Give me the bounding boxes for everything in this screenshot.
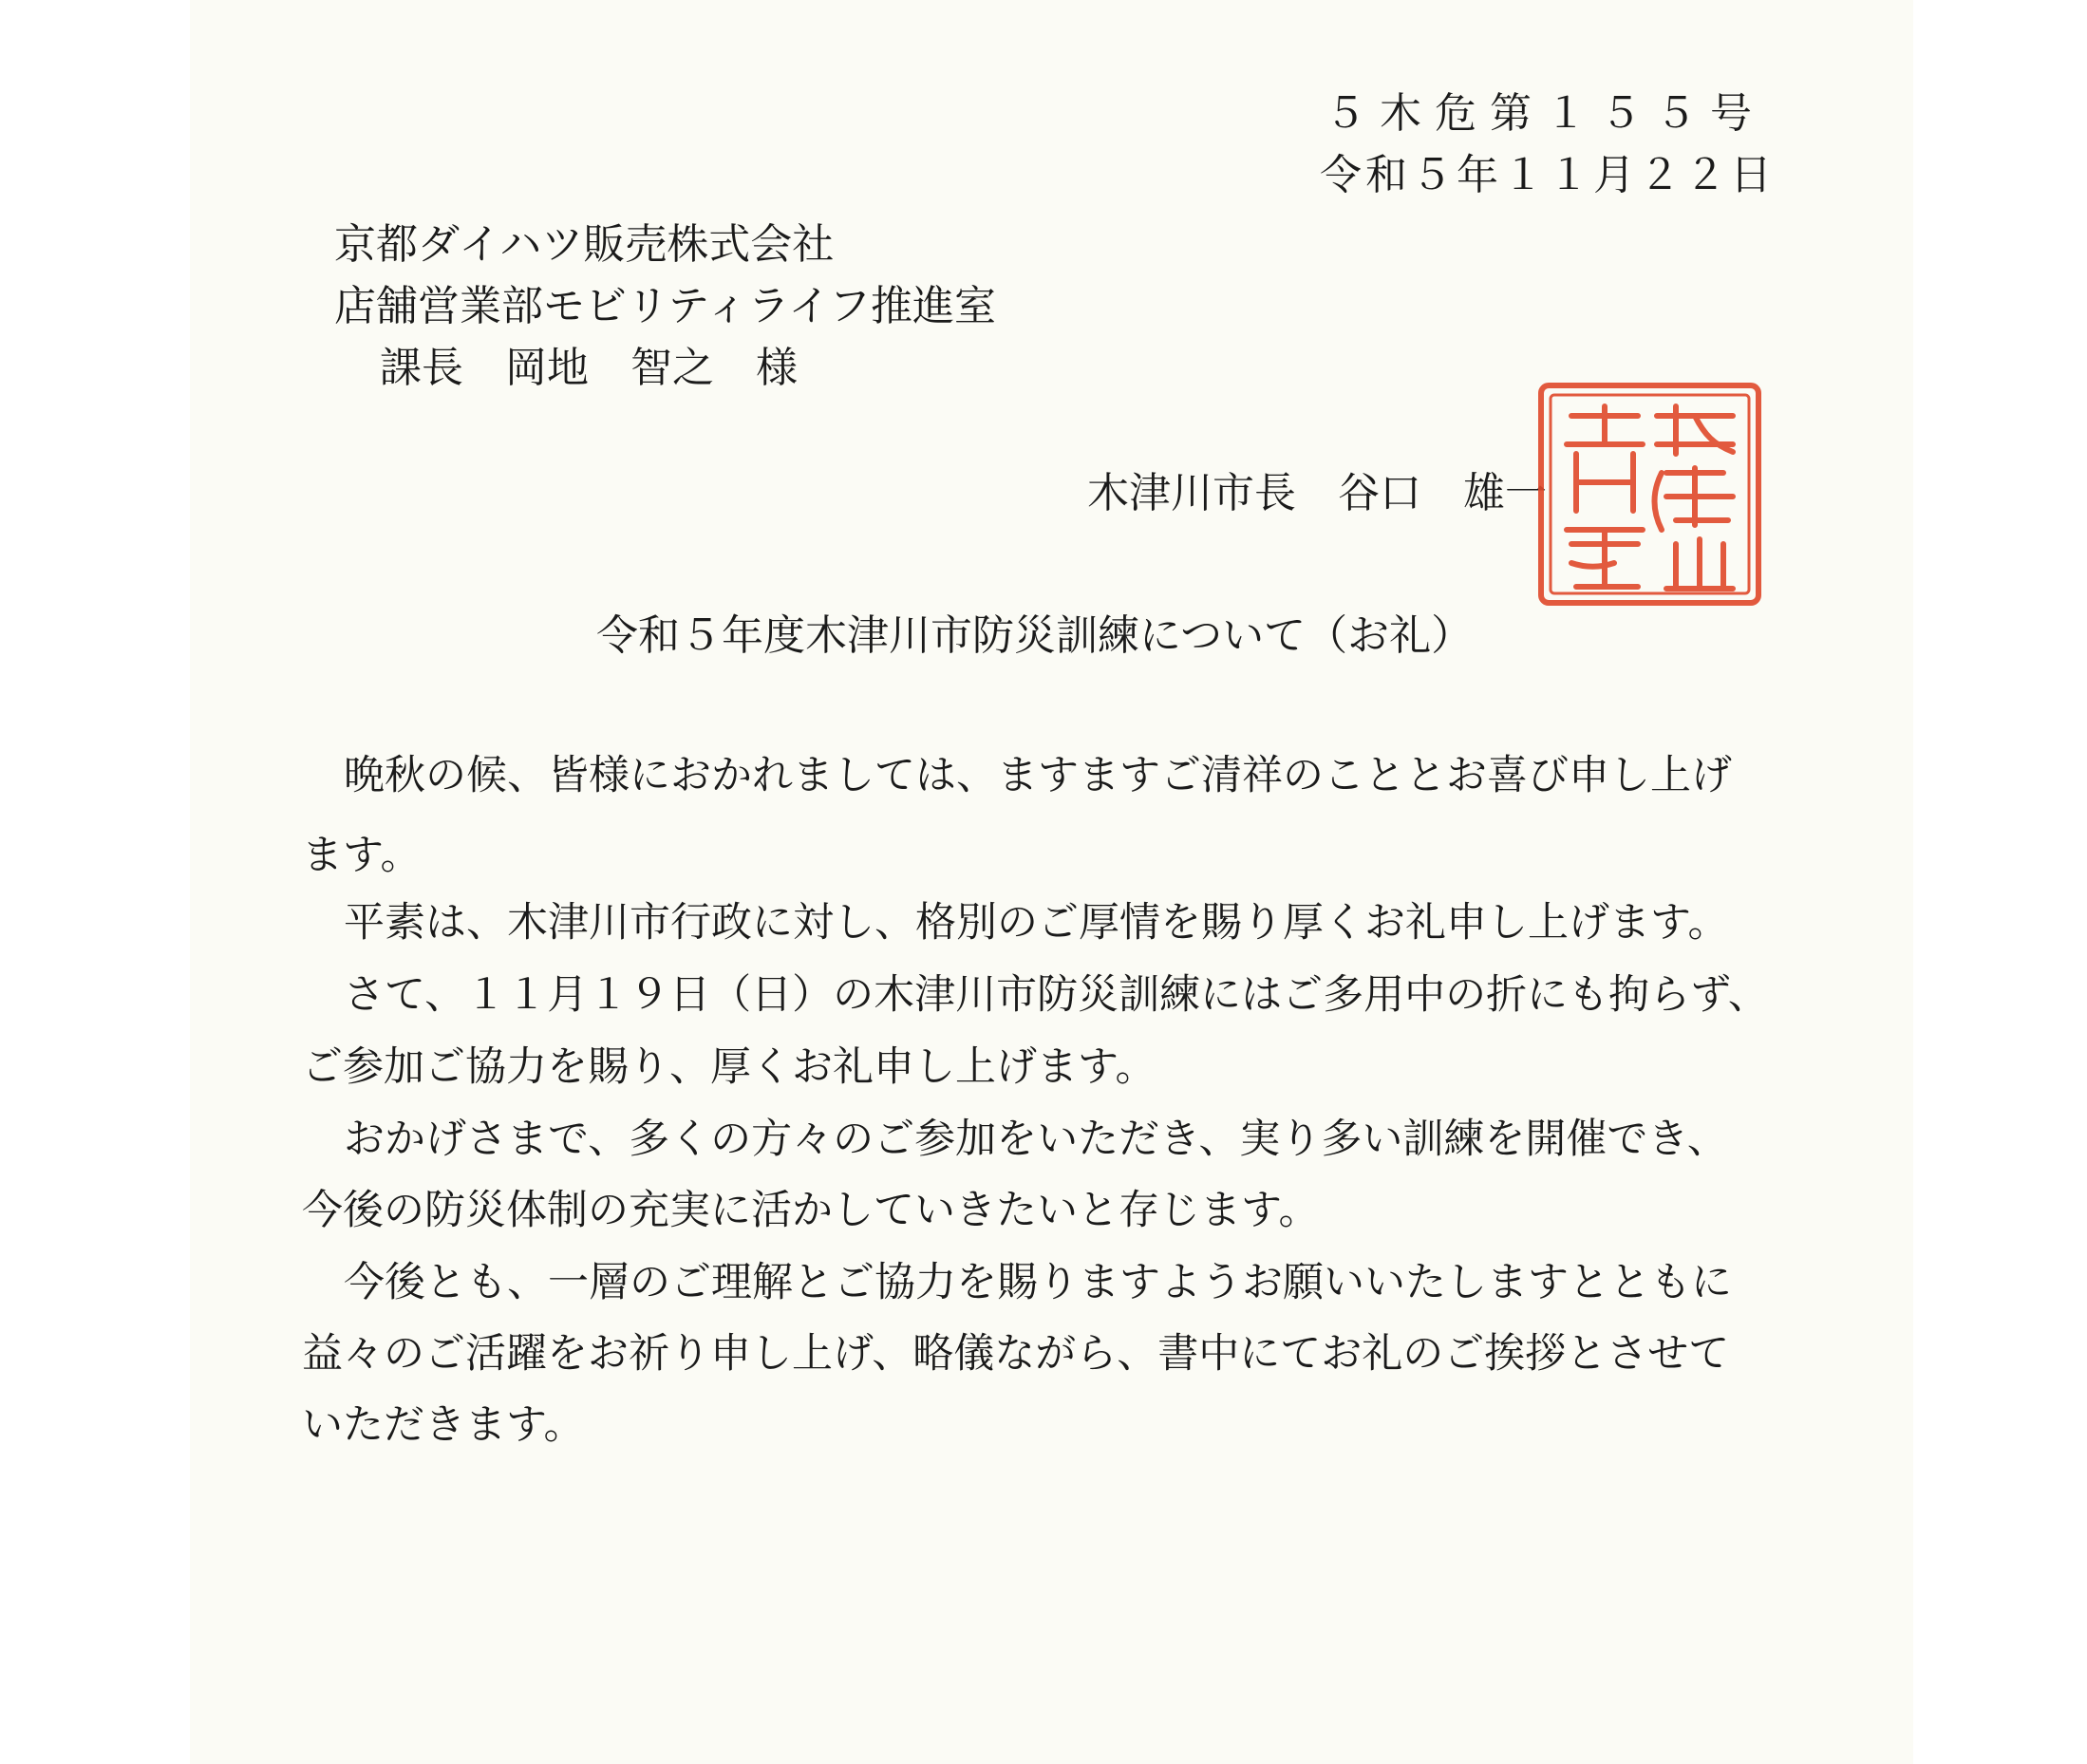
body-line: さて、１１月１９日（日）の木津川市防災訓練にはご多用中の折にも拘らず、 [344, 971, 1769, 1019]
body-line: おかげさまで、多くの方々のご参加をいただき、実り多い訓練を開催でき、 [344, 1116, 1728, 1163]
body-line: 今後の防災体制の充実に活かしていきたいと存じます。 [302, 1187, 1320, 1234]
body-line: ご参加ご協力を賜り、厚くお礼申し上げます。 [302, 1043, 1156, 1091]
recipient-department: 店舗営業部モビリティライフ推進室 [334, 282, 996, 330]
document-date: 令和５年１１月２２日 [1320, 151, 1776, 199]
document-number: ５木危第１５５号 [1325, 89, 1765, 138]
sender-name: 木津川市長 谷口 雄一 [1087, 469, 1547, 517]
body-line: ます。 [302, 832, 422, 879]
body-line: 平素は、木津川市行政に対し、格別のご厚情を賜り厚くお礼申し上げます。 [344, 899, 1729, 947]
body-line: 晩秋の候、皆様におかれましては、ますますご清祥のこととお喜び申し上げ [344, 752, 1732, 799]
body-line: 今後とも、一層のご理解とご協力を賜りますようお願いいたしますとともに [344, 1259, 1732, 1306]
recipient-company: 京都ダイハツ販売株式会社 [334, 220, 835, 269]
body-line: 益々のご活躍をお祈り申し上げ、略儀ながら、書中にてお礼のご挨拶とさせて [302, 1330, 1730, 1378]
body-line: いただきます。 [302, 1401, 585, 1449]
recipient-name: 課長 岡地 智之 様 [380, 344, 798, 392]
official-seal-stamp [1533, 378, 1766, 610]
letter-subject: 令和５年度木津川市防災訓練について（お礼） [596, 611, 1474, 660]
